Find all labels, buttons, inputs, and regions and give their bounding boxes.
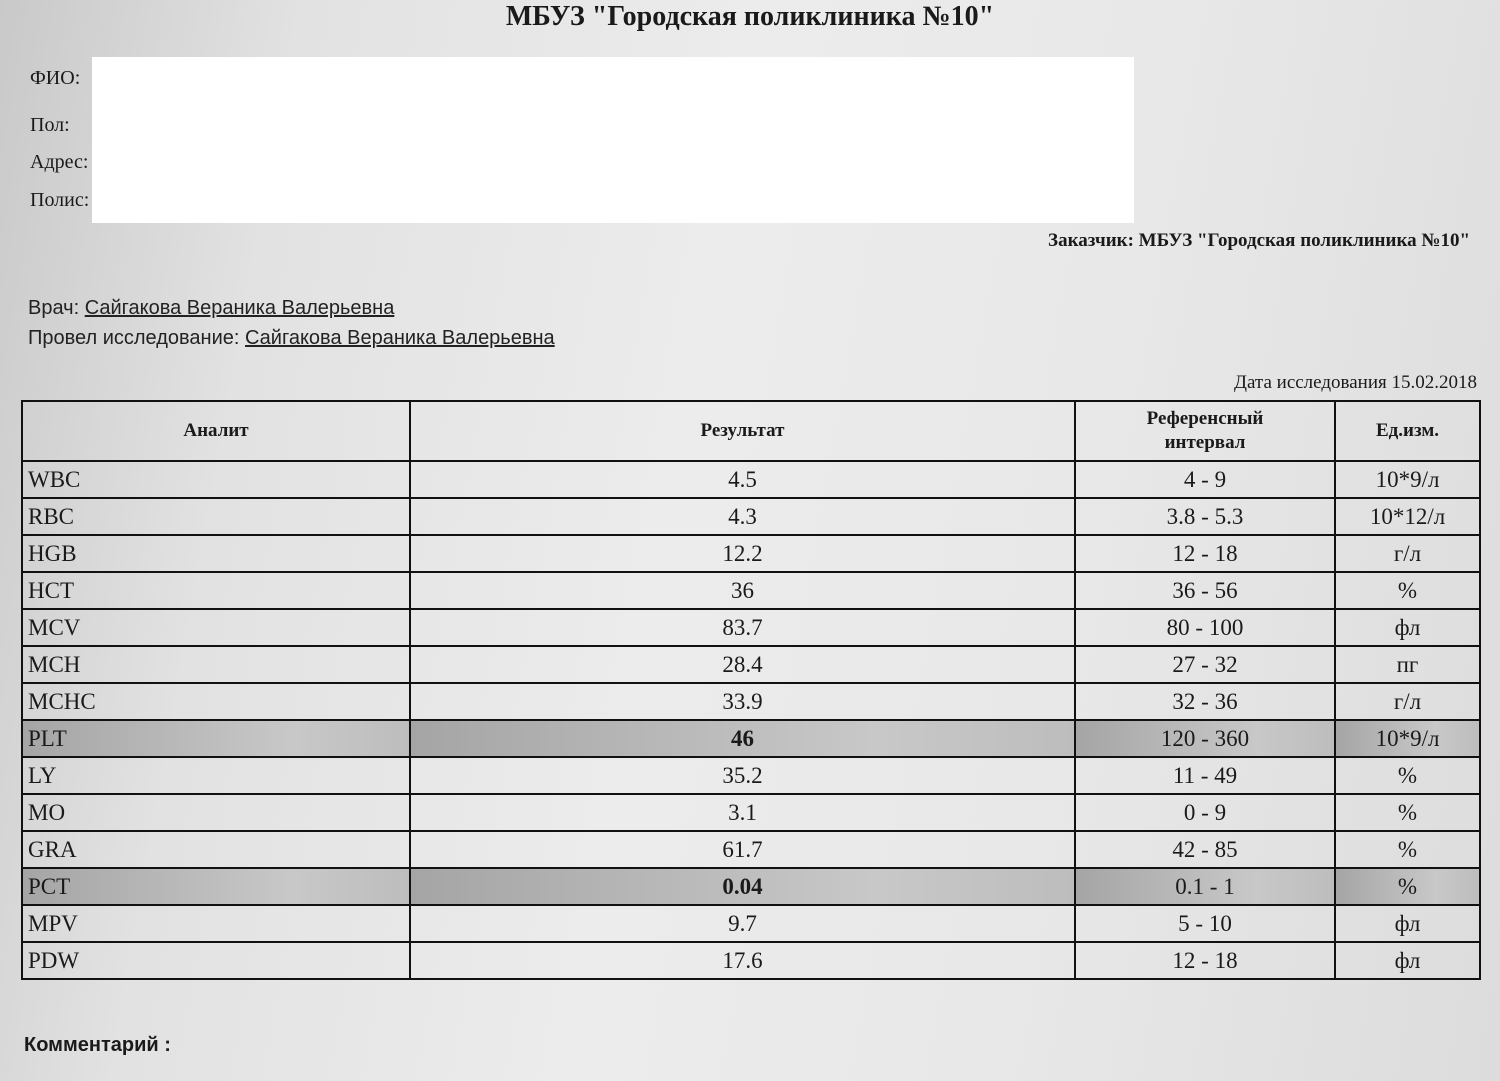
table-row [22, 461, 1480, 498]
result-cell: 0.04 [410, 868, 1075, 905]
doctor-line [28, 297, 394, 320]
header-reference-line1: Референсный [1146, 408, 1264, 429]
table-row [22, 831, 1480, 868]
result-cell: 3.1 [410, 794, 1075, 831]
reference-cell: 36 - 56 [1075, 572, 1335, 609]
units-cell: % [1335, 868, 1480, 905]
research-date: Дата исследования 15.02.2018 [1234, 372, 1477, 393]
reference-cell: 27 - 32 [1075, 646, 1335, 683]
table-row [22, 572, 1480, 609]
analyte-cell: PDW [22, 942, 410, 979]
header-reference-line2: интервал [1164, 432, 1246, 453]
units-cell: 10*12/л [1335, 498, 1480, 535]
units-cell: г/л [1335, 683, 1480, 720]
header-result: Результат [410, 401, 1075, 461]
reference-cell: 120 - 360 [1075, 720, 1335, 757]
performed-by-line [28, 327, 555, 350]
analyte-cell: MCV [22, 609, 410, 646]
table-row [22, 757, 1480, 794]
reference-cell: 12 - 18 [1075, 535, 1335, 572]
customer-line: Заказчик: МБУЗ "Городская поликлиника №10" [1048, 230, 1470, 251]
table-row [22, 498, 1480, 535]
analyte-cell: PLT [22, 720, 410, 757]
units-cell: % [1335, 831, 1480, 868]
reference-cell: 42 - 85 [1075, 831, 1335, 868]
table-row [22, 794, 1480, 831]
result-cell: 83.7 [410, 609, 1075, 646]
doctor-name: Сайгакова Вераника Валерьевна [84, 297, 395, 319]
results-body [22, 461, 1480, 979]
table-row [22, 720, 1480, 757]
result-cell: 4.3 [410, 498, 1075, 535]
analyte-cell: HGB [22, 535, 410, 572]
table-row [22, 535, 1480, 572]
table-header-row [22, 401, 1480, 461]
units-cell: % [1335, 757, 1480, 794]
header-reference [1075, 401, 1335, 461]
reference-cell: 32 - 36 [1075, 683, 1335, 720]
performed-by-name: Сайгакова Вераника Валерьевна [245, 327, 555, 349]
comment-label: Комментарий : [24, 1034, 171, 1056]
patient-sex-label: Пол: [30, 114, 70, 136]
clinic-title: МБУЗ "Городская поликлиника №10" [505, 1, 995, 32]
table-row [22, 646, 1480, 683]
table-row [22, 942, 1480, 979]
patient-policy-label: Полис: [30, 189, 90, 211]
reference-cell: 11 - 49 [1075, 757, 1335, 794]
patient-address-label: Адрес: [30, 151, 89, 173]
result-cell: 46 [410, 720, 1075, 757]
analyte-cell: GRA [22, 831, 410, 868]
reference-cell: 4 - 9 [1075, 461, 1335, 498]
header-analyte: Аналит [22, 401, 410, 461]
result-cell: 9.7 [410, 905, 1075, 942]
analyte-cell: RBC [22, 498, 410, 535]
result-cell: 36 [410, 572, 1075, 609]
reference-cell: 80 - 100 [1075, 609, 1335, 646]
patient-name-label: ФИО: [30, 67, 81, 89]
result-cell: 35.2 [410, 757, 1075, 794]
result-cell: 17.6 [410, 942, 1075, 979]
analyte-cell: HCT [22, 572, 410, 609]
units-cell: фл [1335, 905, 1480, 942]
units-cell: % [1335, 572, 1480, 609]
analyte-cell: WBC [22, 461, 410, 498]
reference-cell: 0.1 - 1 [1075, 868, 1335, 905]
reference-cell: 3.8 - 5.3 [1075, 498, 1335, 535]
analyte-cell: MO [22, 794, 410, 831]
result-cell: 33.9 [410, 683, 1075, 720]
table-row [22, 905, 1480, 942]
redaction-box [92, 57, 1134, 223]
units-cell: фл [1335, 942, 1480, 979]
reference-cell: 5 - 10 [1075, 905, 1335, 942]
table-row [22, 609, 1480, 646]
units-cell: 10*9/л [1335, 461, 1480, 498]
analyte-cell: MCH [22, 646, 410, 683]
units-cell: % [1335, 794, 1480, 831]
units-cell: 10*9/л [1335, 720, 1480, 757]
reference-cell: 0 - 9 [1075, 794, 1335, 831]
header-units: Ед.изм. [1335, 401, 1480, 461]
result-cell: 12.2 [410, 535, 1075, 572]
analyte-cell: LY [22, 757, 410, 794]
performed-by-label: Провел исследование: [28, 327, 240, 349]
units-cell: фл [1335, 609, 1480, 646]
reference-cell: 12 - 18 [1075, 942, 1335, 979]
table-row [22, 868, 1480, 905]
units-cell: пг [1335, 646, 1480, 683]
table-row [22, 683, 1480, 720]
results-table [21, 400, 1481, 980]
analyte-cell: MPV [22, 905, 410, 942]
result-cell: 28.4 [410, 646, 1075, 683]
result-cell: 61.7 [410, 831, 1075, 868]
units-cell: г/л [1335, 535, 1480, 572]
result-cell: 4.5 [410, 461, 1075, 498]
analyte-cell: MCHC [22, 683, 410, 720]
analyte-cell: PCT [22, 868, 410, 905]
doctor-label: Врач: [28, 297, 80, 319]
